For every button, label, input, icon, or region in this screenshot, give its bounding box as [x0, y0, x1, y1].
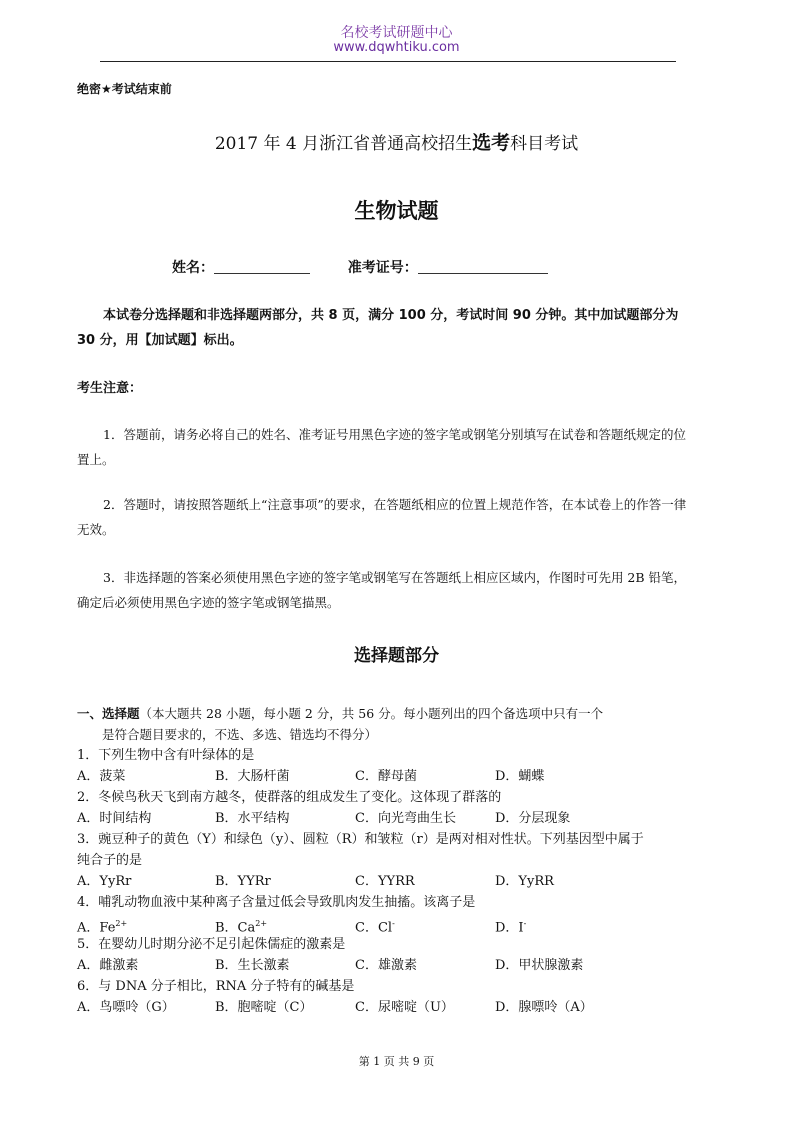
- exam-title-pre: 2017 年 4 月浙江省普通高校招生: [214, 134, 473, 154]
- exam-intro: 本试卷分选择题和非选择题两部分，共 8 页，满分 100 分，考试时间 90 分钟。其中加试题部分为 30 分，用【加试题】标出。: [77, 308, 679, 348]
- option-d: D．YyRR: [495, 874, 554, 889]
- header-title: 名校考试研题中心: [340, 25, 453, 41]
- option-a: A．鸟嘌呤（G）: [77, 1000, 175, 1015]
- option-a: A．菠菜: [77, 769, 126, 784]
- footer-mid: 页 共: [383, 1055, 410, 1068]
- question-stem: 4．哺乳动物血液中某种离子含量过低会导致肌肉发生抽搐。该离子是: [77, 895, 476, 910]
- option-d: D．甲状腺激素: [495, 958, 584, 973]
- notice-heading: 考生注意：: [77, 381, 143, 396]
- secrecy-label: 绝密★考试结束前: [77, 82, 172, 96]
- candidate-info-row: [172, 257, 548, 277]
- option-c: C．雄激素: [355, 958, 417, 973]
- exam-title-post: 科目考试: [510, 134, 579, 154]
- option-b: B．大肠杆菌: [215, 769, 290, 784]
- option-b: B．$Ca^{2+}$: [215, 919, 268, 936]
- option-d: D．腺嘌呤（A）: [495, 1000, 593, 1015]
- header-divider: [100, 61, 676, 62]
- name-blank: [214, 259, 310, 274]
- exam-title-emphasis: 选考: [472, 132, 511, 154]
- notice-item: 3．非选择题的答案必须使用黑色字迹的签字笔或钢笔写在答题纸上相应区域内，作图时可先用 2B 铅笔，确定后必须使用黑色字迹的签字笔或钢笔描黑。: [77, 570, 687, 610]
- header-url: www.dqwhtiku.com: [333, 40, 460, 55]
- footer-pre: 第: [358, 1055, 370, 1068]
- option-d: D．I-: [495, 919, 527, 936]
- subject-title: 生物试题: [354, 199, 439, 223]
- part-label: 一、选择题: [77, 706, 140, 721]
- question-stem: 3．豌豆种子的黄色（Y）和绿色（y）、圆粒（R）和皱粒（r）是两对相对性状。下列基因型中属于: [77, 832, 644, 847]
- question-stem-cont: 纯合子的是: [77, 853, 143, 868]
- exam-title: [0, 128, 793, 155]
- option-d: D．分层现象: [495, 811, 571, 826]
- option-a: A．雌激素: [77, 958, 139, 973]
- option-a: A．YyRr: [77, 874, 132, 889]
- question-stem: 6．与 DNA 分子相比，RNA 分子特有的碱基是: [77, 979, 355, 994]
- option-b: B．胞嘧啶（C）: [215, 1000, 313, 1015]
- option-d: D．蝴蝶: [495, 769, 545, 784]
- part-instructions: [77, 703, 687, 745]
- question-stem: 1．下列生物中含有叶绿体的是: [77, 748, 255, 763]
- option-c: C．酵母菌: [355, 769, 417, 784]
- option-c: C．尿嘧啶（U）: [355, 1000, 454, 1015]
- notice-item: 2．答题时，请按照答题纸上“注意事项”的要求，在答题纸相应的位置上规范作答，在本试卷上的作答一律无效。: [77, 497, 687, 537]
- question-stem: 5．在婴幼儿时期分泌不足引起侏儒症的激素是: [77, 937, 346, 952]
- section-title: 选择题部分: [354, 646, 439, 666]
- name-label: 姓名：: [172, 260, 214, 276]
- id-blank: [418, 259, 548, 274]
- option-c: C．YYRR: [355, 874, 415, 889]
- page-footer: [0, 1053, 793, 1069]
- notice-item: 1．答题前，请务必将自己的姓名、准考证号用黑色字迹的签字笔或钢笔分别填写在试卷和答题纸规定的位置上。: [77, 427, 686, 467]
- option-a: A．时间结构: [77, 811, 152, 826]
- option-c: C．Cl-: [355, 919, 395, 936]
- option-a: A．$Fe^{2+}$: [77, 919, 128, 936]
- option-c: C．向光弯曲生长: [355, 811, 456, 826]
- question-stem: 2．冬候鸟秋天飞到南方越冬，使群落的组成发生了变化。这体现了群落的: [77, 790, 502, 805]
- part-desc-2: 是符合题目要求的，不选、多选、错选均不得分）: [102, 727, 378, 742]
- page-number: 1: [373, 1055, 381, 1068]
- option-b: B．YYRr: [215, 874, 271, 889]
- option-b: B．生长激素: [215, 958, 290, 973]
- id-label: 准考证号：: [347, 260, 418, 276]
- page-total: 9: [412, 1055, 420, 1068]
- option-b: B．水平结构: [215, 811, 290, 826]
- footer-post: 页: [423, 1055, 435, 1068]
- part-desc: （本大题共 28 小题，每小题 2 分，共 56 分。每小题列出的四个备选项中只有一个: [139, 706, 604, 721]
